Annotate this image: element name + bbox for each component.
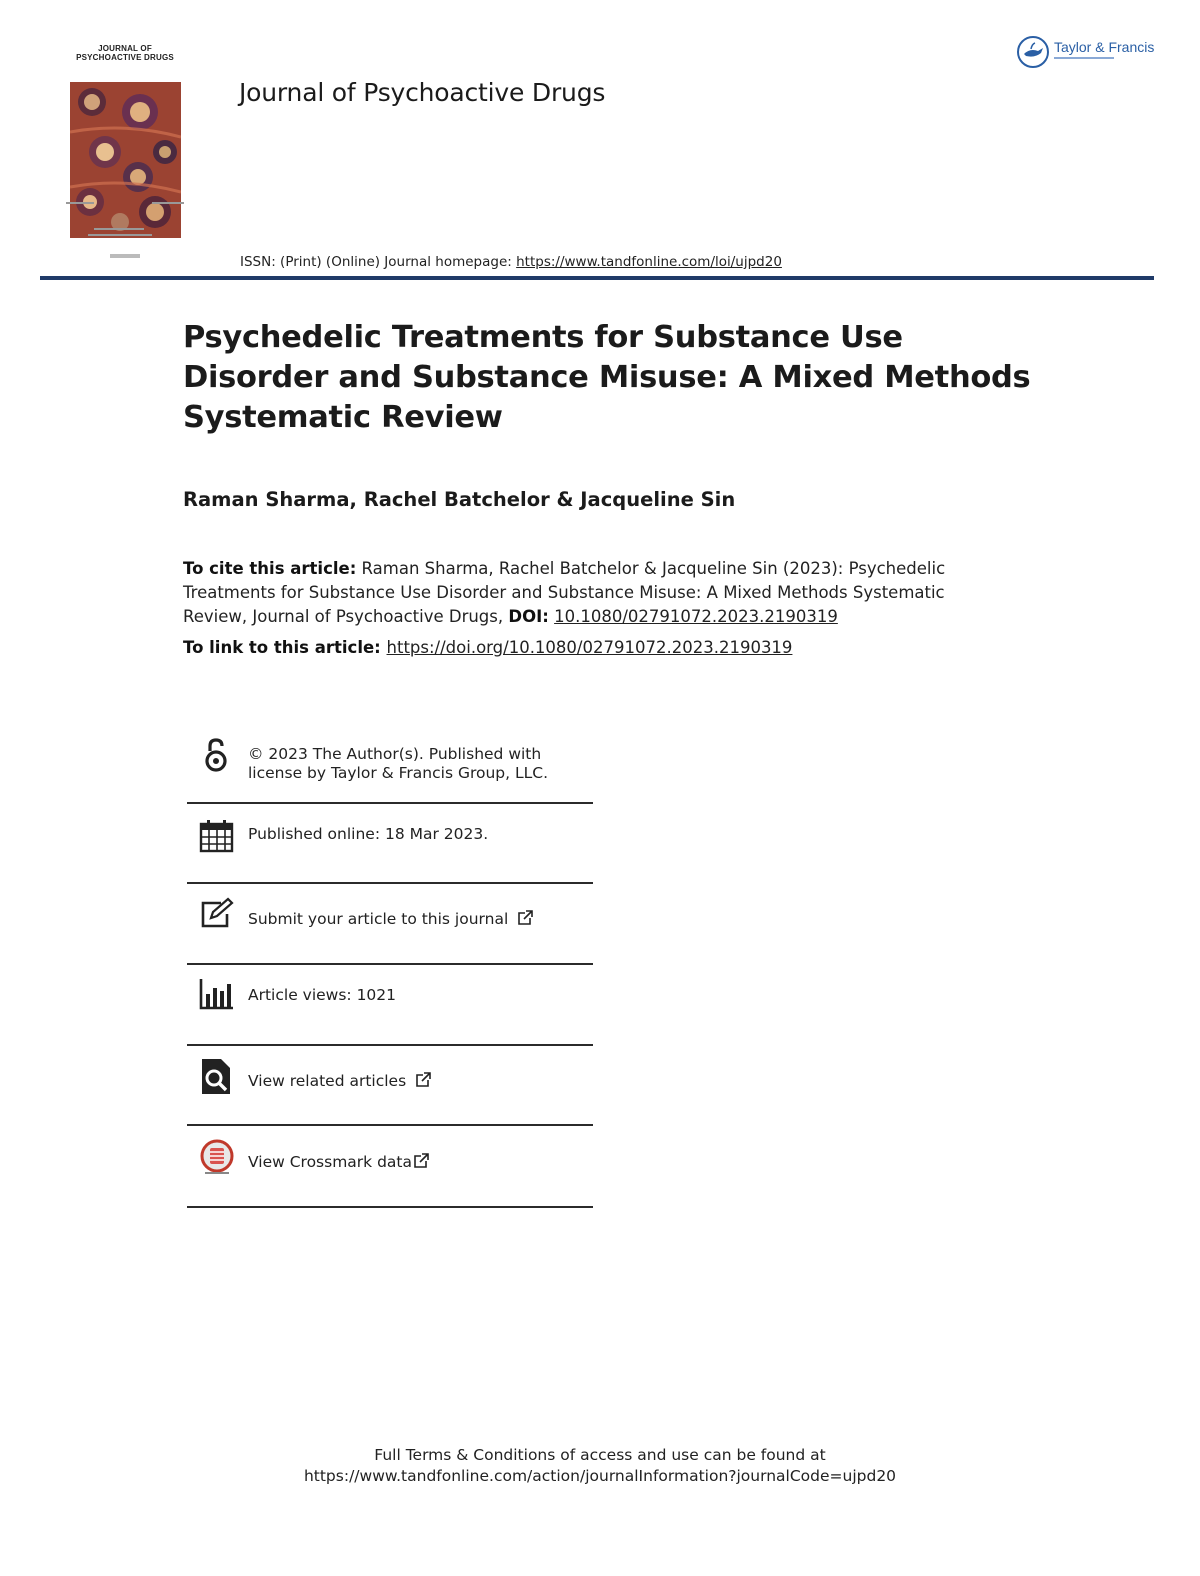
terms-footer	[0, 1445, 1200, 1487]
header-divider	[40, 276, 1154, 280]
submit-link[interactable]	[248, 910, 588, 929]
journal-cover-thumbnail	[60, 44, 190, 264]
publisher-tagline	[1054, 57, 1114, 59]
external-link-icon	[413, 1153, 429, 1169]
related-label: View related articles	[248, 1072, 407, 1090]
document-search-icon	[199, 1058, 235, 1094]
issn-line	[240, 254, 782, 270]
publisher-name: Taylor & Francis	[1054, 39, 1155, 55]
open-access-icon	[199, 737, 235, 773]
publisher-logo[interactable]	[1016, 34, 1156, 70]
edit-icon	[199, 896, 235, 932]
citation-line1	[183, 557, 1053, 581]
cover-title-line1: JOURNAL OF	[98, 44, 152, 53]
terms-text: Full Terms & Conditions of access and use can be found at	[374, 1446, 826, 1464]
citation-doi-link[interactable]: 10.1080/02791072.2023.2190319	[554, 607, 838, 626]
info-divider-5	[187, 1124, 593, 1126]
calendar-icon	[199, 818, 235, 854]
citation-label: To cite this article:	[183, 559, 357, 578]
external-link-icon	[415, 1072, 431, 1088]
cover-title	[60, 44, 190, 62]
cover-publisher-mark	[110, 254, 140, 258]
info-divider-2	[187, 882, 593, 884]
cover-subtitle	[60, 64, 190, 68]
external-link-icon	[517, 910, 533, 926]
terms-url[interactable]: https://www.tandfonline.com/action/journalInformation?journalCode=ujpd20	[303, 1467, 897, 1485]
cover-title-line2: PSYCHOACTIVE DRUGS	[76, 53, 174, 62]
citation-doi-label: DOI:	[508, 607, 549, 626]
cover-credit-line1	[94, 228, 144, 230]
published-date: Published online: 18 Mar 2023.	[248, 825, 489, 843]
citation-block	[183, 557, 1053, 629]
journal-name: Journal of Psychoactive Drugs	[239, 78, 606, 107]
article-title	[183, 318, 1063, 438]
article-authors: Raman Sharma, Rachel Batchelor & Jacqueline Sin	[183, 488, 736, 511]
info-divider-4	[187, 1044, 593, 1046]
article-link-url[interactable]: https://doi.org/10.1080/02791072.2023.2190319	[386, 638, 793, 657]
license-line2: license by Taylor & Francis Group, LLC.	[248, 764, 549, 782]
crossmark-label: View Crossmark data	[248, 1153, 412, 1171]
citation-text-3: Review, Journal of Psychoactive Drugs,	[183, 607, 509, 626]
cover-credit-line2	[88, 234, 152, 236]
license-text	[248, 745, 588, 783]
info-divider-1	[187, 802, 593, 804]
article-title-line1: Psychedelic Treatments for Substance Use	[183, 320, 903, 355]
cover-footnote-left	[66, 202, 94, 204]
publisher-lamp-icon	[1016, 35, 1050, 69]
info-divider-6	[187, 1206, 593, 1208]
article-link-label: To link to this article:	[183, 638, 387, 657]
crossmark-link[interactable]	[248, 1153, 588, 1172]
submit-label: Submit your article to this journal	[248, 910, 509, 928]
related-articles-link[interactable]	[248, 1072, 588, 1091]
cover-artwork	[70, 82, 181, 238]
info-divider-3	[187, 963, 593, 965]
article-views: Article views: 1021	[248, 986, 397, 1004]
article-link-line	[183, 638, 792, 657]
license-line1: © 2023 The Author(s). Published with	[248, 745, 542, 763]
citation-line3	[183, 605, 1053, 629]
cover-footnote-right	[152, 202, 184, 204]
bar-chart-icon	[199, 977, 235, 1013]
journal-homepage-link[interactable]: https://www.tandfonline.com/loi/ujpd20	[516, 254, 782, 270]
issn-label: ISSN: (Print) (Online) Journal homepage:	[240, 254, 517, 270]
article-title-line2: Disorder and Substance Misuse: A Mixed Methods	[183, 360, 1031, 395]
article-title-line3: Systematic Review	[183, 400, 503, 435]
crossmark-icon	[199, 1139, 235, 1175]
citation-text-2: Treatments for Substance Use Disorder and Substance Misuse: A Mixed Methods Systematic	[183, 583, 945, 602]
citation-text-1: Raman Sharma, Rachel Batchelor & Jacqueline Sin (2023): Psychedelic	[356, 559, 946, 578]
